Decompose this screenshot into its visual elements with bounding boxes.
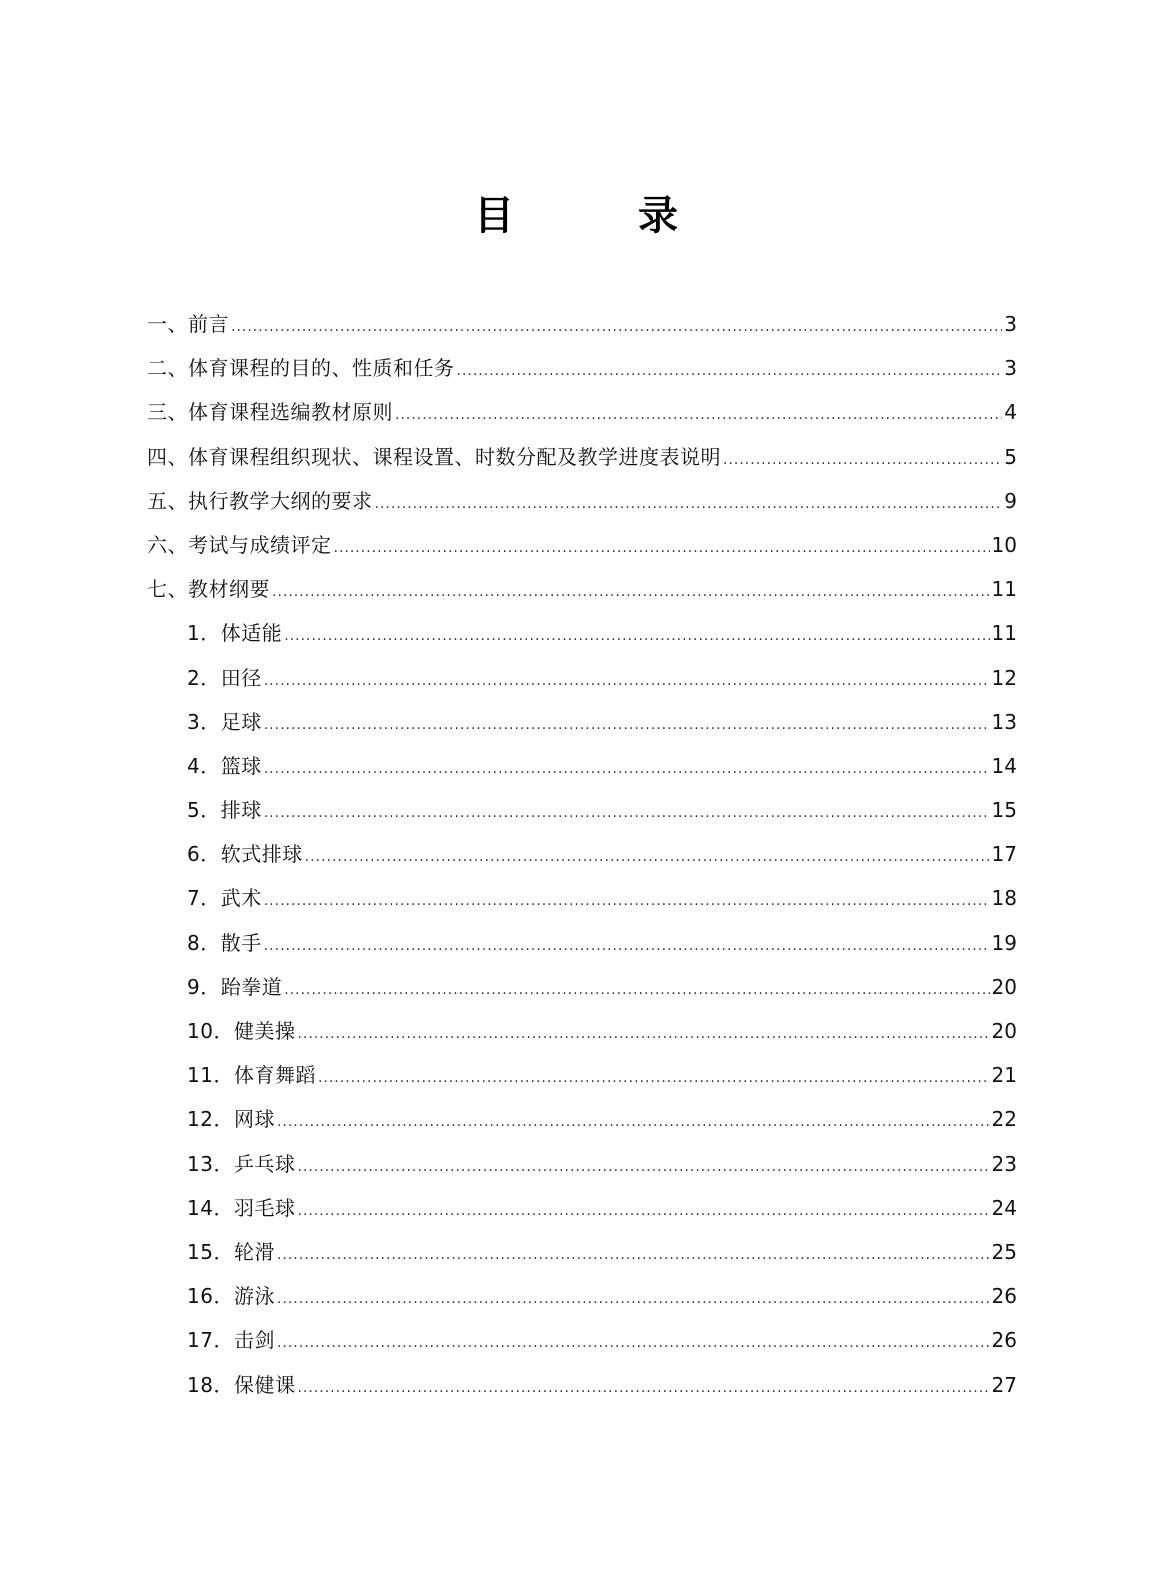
toc-page-number: 17 bbox=[991, 842, 1017, 867]
toc-dot-leader bbox=[297, 1152, 989, 1182]
toc-subentry[interactable] bbox=[147, 832, 1017, 876]
toc-subentry[interactable] bbox=[147, 1363, 1017, 1407]
toc-dot-leader bbox=[264, 666, 990, 696]
toc-page-number: 27 bbox=[991, 1372, 1017, 1397]
toc-page-number: 11 bbox=[991, 621, 1017, 646]
toc-page-number: 13 bbox=[991, 709, 1017, 734]
toc-subentry[interactable] bbox=[147, 1186, 1017, 1230]
toc-entry-label: 七、教材纲要 bbox=[147, 577, 270, 602]
toc-dot-leader bbox=[277, 1284, 990, 1314]
toc-dot-leader bbox=[264, 886, 990, 916]
toc-page-number: 26 bbox=[991, 1328, 1017, 1353]
toc-entry[interactable] bbox=[147, 435, 1017, 479]
toc-entry[interactable] bbox=[147, 523, 1017, 567]
toc-page-number: 22 bbox=[991, 1107, 1017, 1132]
toc-entry-label: 12．网球 bbox=[187, 1107, 275, 1132]
toc-subentry[interactable] bbox=[147, 1230, 1017, 1274]
toc-dot-leader bbox=[297, 1019, 989, 1049]
toc-entry-label: 六、考试与成绩评定 bbox=[147, 532, 332, 557]
toc-dot-leader bbox=[272, 577, 990, 607]
toc-entry-label: 9．跆拳道 bbox=[187, 974, 283, 999]
toc-page-number: 19 bbox=[991, 930, 1017, 955]
toc-dot-leader bbox=[264, 931, 990, 961]
toc-page-number: 10 bbox=[991, 532, 1017, 557]
toc-page-number: 3 bbox=[1004, 312, 1017, 336]
toc-dot-leader bbox=[277, 1328, 990, 1358]
toc-dot-leader bbox=[334, 533, 990, 563]
toc-dot-leader bbox=[297, 1373, 989, 1403]
toc-page-number: 4 bbox=[1004, 400, 1017, 425]
toc-subentry[interactable] bbox=[147, 921, 1017, 965]
toc-entry-label: 15．轮滑 bbox=[187, 1239, 275, 1264]
toc-subentry[interactable] bbox=[147, 965, 1017, 1009]
toc-subentry[interactable] bbox=[147, 611, 1017, 655]
toc-entry-label: 五、执行教学大纲的要求 bbox=[147, 488, 373, 513]
toc-entry-label: 14．羽毛球 bbox=[187, 1195, 296, 1220]
toc-subentry[interactable] bbox=[147, 788, 1017, 832]
toc-page-number: 14 bbox=[991, 753, 1017, 778]
toc-entry-label: 18．保健课 bbox=[187, 1372, 296, 1397]
toc-entry-label: 17．击剑 bbox=[187, 1328, 275, 1353]
toc-subentry[interactable] bbox=[147, 876, 1017, 920]
toc-entry-label: 8．散手 bbox=[187, 930, 262, 955]
toc-entry-label: 1．体适能 bbox=[187, 621, 283, 646]
toc-entry-label: 7．武术 bbox=[187, 886, 262, 911]
toc-dot-leader bbox=[284, 975, 989, 1005]
toc-page-number: 26 bbox=[991, 1284, 1017, 1309]
toc-dot-leader bbox=[375, 489, 1003, 519]
toc-entry-label: 4．篮球 bbox=[187, 753, 262, 778]
toc-page-number: 24 bbox=[991, 1195, 1017, 1220]
toc-entry[interactable] bbox=[147, 302, 1017, 346]
toc-entry-label: 三、体育课程选编教材原则 bbox=[147, 400, 393, 425]
toc-entry-label: 四、体育课程组织现状、课程设置、时数分配及教学进度表说明 bbox=[147, 444, 721, 469]
toc-entry-label: 3．足球 bbox=[187, 709, 262, 734]
toc-dot-leader bbox=[395, 400, 1002, 430]
toc-subentry[interactable] bbox=[147, 1053, 1017, 1097]
toc-subentry[interactable] bbox=[147, 656, 1017, 700]
toc-entry[interactable] bbox=[147, 346, 1017, 390]
toc-entry-label: 13．乒乓球 bbox=[187, 1151, 296, 1176]
toc-subentry[interactable] bbox=[147, 700, 1017, 744]
toc-dot-leader bbox=[284, 621, 989, 651]
toc-page-number: 11 bbox=[991, 577, 1017, 602]
toc-dot-leader bbox=[231, 312, 1002, 342]
toc-subentry[interactable] bbox=[147, 1097, 1017, 1141]
toc-page-number: 20 bbox=[991, 1019, 1017, 1043]
toc-subentry[interactable] bbox=[147, 1274, 1017, 1318]
toc-entry[interactable] bbox=[147, 390, 1017, 434]
toc-page-number: 20 bbox=[991, 974, 1017, 999]
toc-subentry[interactable] bbox=[147, 1318, 1017, 1362]
table-of-contents bbox=[147, 302, 1017, 1407]
toc-dot-leader bbox=[305, 842, 990, 872]
toc-entry-label: 11．体育舞蹈 bbox=[187, 1063, 316, 1088]
toc-entry-label: 2．田径 bbox=[187, 665, 262, 690]
toc-entry-label: 6．软式排球 bbox=[187, 842, 303, 867]
toc-dot-leader bbox=[318, 1063, 990, 1093]
toc-page-number: 21 bbox=[991, 1063, 1017, 1088]
toc-dot-leader bbox=[264, 710, 990, 740]
toc-subentry[interactable] bbox=[147, 744, 1017, 788]
toc-entry[interactable] bbox=[147, 479, 1017, 523]
toc-page-number: 9 bbox=[1004, 488, 1017, 513]
toc-dot-leader bbox=[457, 356, 1003, 386]
toc-page-number: 12 bbox=[991, 665, 1017, 690]
toc-dot-leader bbox=[277, 1107, 990, 1137]
toc-page-number: 18 bbox=[991, 886, 1017, 911]
toc-entry-label: 一、前言 bbox=[147, 312, 229, 336]
toc-entry-label: 10．健美操 bbox=[187, 1019, 296, 1043]
toc-dot-leader bbox=[264, 798, 990, 828]
toc-subentry[interactable] bbox=[147, 1009, 1017, 1053]
toc-dot-leader bbox=[723, 445, 1002, 475]
page-title: 目 录 bbox=[474, 192, 720, 239]
toc-page-number: 3 bbox=[1004, 356, 1017, 381]
toc-entry-label: 5．排球 bbox=[187, 798, 262, 823]
toc-subentry[interactable] bbox=[147, 1142, 1017, 1186]
toc-page-number: 25 bbox=[991, 1239, 1017, 1264]
toc-page-number: 15 bbox=[991, 798, 1017, 823]
toc-page-number: 23 bbox=[991, 1151, 1017, 1176]
toc-dot-leader bbox=[277, 1240, 990, 1270]
toc-page-number: 5 bbox=[1004, 444, 1017, 469]
toc-dot-leader bbox=[264, 754, 990, 784]
toc-entry-label: 16．游泳 bbox=[187, 1284, 275, 1309]
toc-entry-label: 二、体育课程的目的、性质和任务 bbox=[147, 356, 455, 381]
toc-dot-leader bbox=[297, 1196, 989, 1226]
toc-entry[interactable] bbox=[147, 567, 1017, 611]
